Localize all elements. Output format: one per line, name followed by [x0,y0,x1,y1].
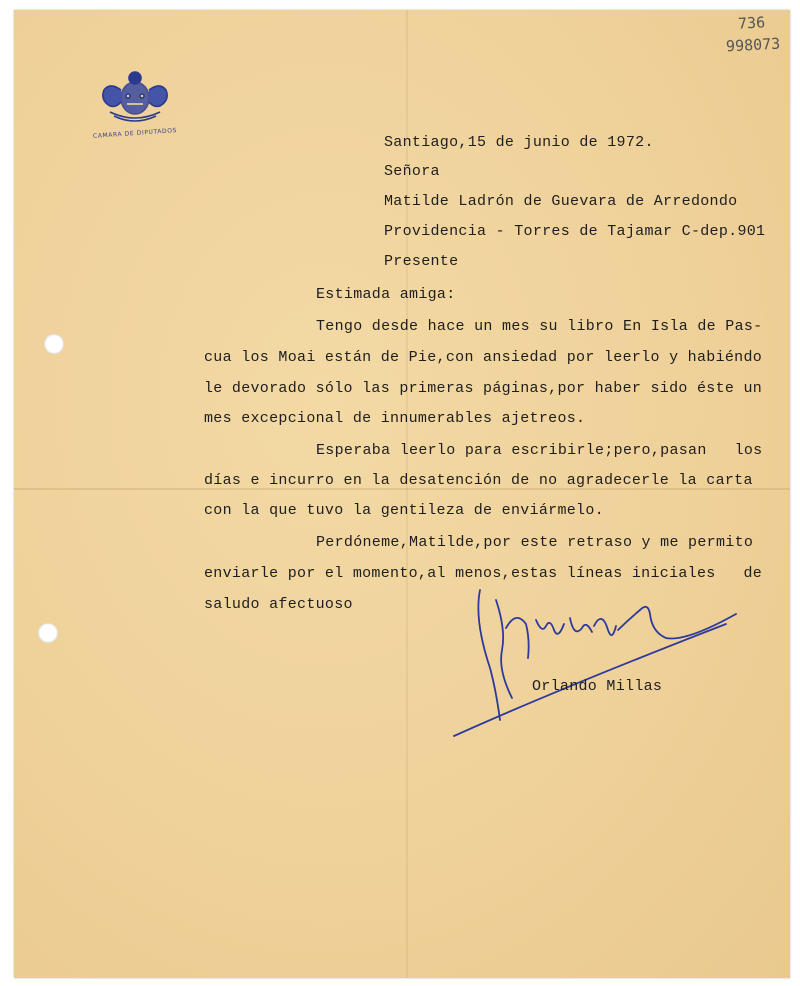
handwritten-signature [436,580,756,750]
letter-page [14,10,790,978]
punch-hole [38,623,58,643]
fold-crease-vertical [406,10,408,978]
body-line: Tengo desde hace un mes su libro En Isla de Pas- [316,318,763,335]
body-line: enviarle por el momento,al menos,estas líneas iniciales de [204,565,763,582]
recipient-name: Matilde Ladrón de Guevara de Arredondo [384,193,738,210]
punch-hole [44,334,64,354]
archive-number-bottom: 998073 [725,34,781,56]
body-line: días e incurro en la desatención de no agradecerle la carta [204,472,753,489]
body-line: Perdóneme,Matilde,por este retraso y me permito [316,534,754,551]
recipient-title: Señora [384,163,440,180]
body-line: mes excepcional de innumerables ajetreos. [204,410,586,427]
body-line: con la que tuvo la gentileza de enviármelo. [204,502,604,519]
body-line: saludo afectuoso [204,596,353,613]
recipient-presente: Presente [384,253,459,270]
salutation: Estimada amiga: [316,286,456,303]
body-line: cua los Moai están de Pie,con ansiedad por leerlo y habiéndo [204,349,763,366]
letterhead-institution: CAMARA DE DIPUTADOS [92,127,178,140]
archive-number-top: 736 [737,13,766,33]
signer-name: Orlando Millas [532,678,663,695]
body-line: Esperaba leerlo para escribirle;pero,pasan los [316,442,763,459]
recipient-address: Providencia - Torres de Tajamar C-dep.901 [384,223,766,240]
body-line: le devorado sólo las primeras páginas,por haber sido éste un [204,380,763,397]
date-line: Santiago,15 de junio de 1972. [384,134,654,151]
